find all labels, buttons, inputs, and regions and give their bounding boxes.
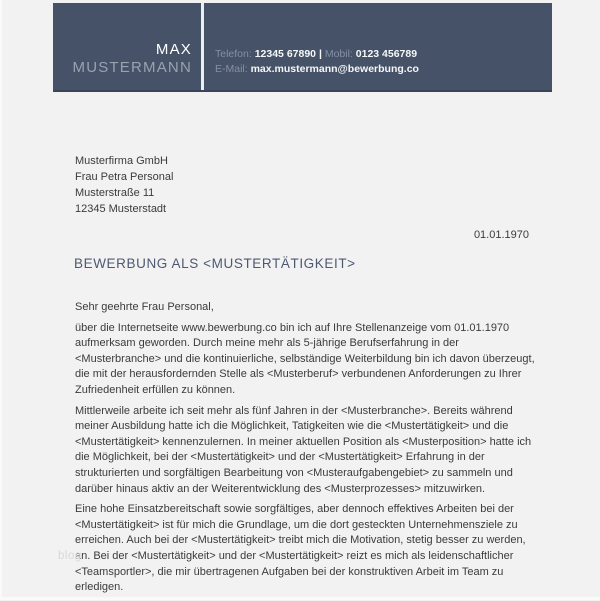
salutation: Sehr geehrte Frau Personal, <box>75 301 214 313</box>
recipient-city: 12345 Musterstadt <box>75 203 167 215</box>
recipient-address-block <box>75 153 173 217</box>
blog-watermark: blog <box>58 550 82 562</box>
contact-phone-line <box>215 47 552 62</box>
email-value: max.mustermann@bewerbung.co <box>250 63 419 75</box>
letterhead-contact-block <box>204 3 552 90</box>
letter-body <box>75 300 540 601</box>
phone-value: 12345 67890 <box>254 48 317 60</box>
letter-date: 01.01.1970 <box>473 229 529 241</box>
recipient-contact-person: Frau Petra Personal <box>75 171 174 183</box>
recipient-company: Musterfirma GmbH <box>75 155 168 167</box>
body-paragraph: über die Internetseite www.bewerbung.co bin ich auf Ihre Stellenanzeige vom 01.01.1970 aufmerksam geworden. Durch meine mehr als 5-jährige Berufserfahrung in der <Musterbranche> und die kontinuierliche, selbständige Weiterbildung bin ich davon überzeugt, die mit der herausfordernden Stelle als <Musterberuf> verbundenen Anforderungen zu Ihrer Zufriedenheit erfüllen zu können. <box>75 321 535 396</box>
contact-separator: | <box>318 48 322 60</box>
recipient-street: Musterstraße 11 <box>75 187 155 199</box>
body-paragraph: Mittlerweile arbeite ich seit mehr als fünf Jahren in der <Musterbranche>. Bereits während meiner Ausbildung hatte ich die Möglichkeit, Tatigkeiten wie die <Mustertätigkeit> und die <Mustertätigkeit> kennenzulernen. In meiner aktuellen Position als <Musterposition> hatte ich die Möglichkeit, bei der <Mustertätigkeit> und der <Mustertätigkeit> Erfahrung in der strukturierten und sorgfältigen Bearbeitung von <Musteraufgabengebiet> zu sammeln und darüber hinaus aktiv an der Weiterentwicklung des <Musterprozesses> mitzuwirken. <box>75 404 532 495</box>
phone-label: Telefon: <box>215 48 252 60</box>
subject-line: BEWERBUNG ALS <MUSTERTÄTIGKEIT> <box>74 256 356 271</box>
sender-last-name: MUSTERMANN <box>72 59 192 76</box>
mobile-value: 0123 456789 <box>355 48 418 60</box>
contact-email-line <box>215 62 552 77</box>
email-label: E-Mail: <box>215 63 248 75</box>
mobile-label: Mobil: <box>324 48 353 60</box>
letterhead-name-block <box>53 3 201 90</box>
letterhead <box>53 3 552 92</box>
sender-first-name: MAX <box>155 41 192 58</box>
body-paragraph: Eine hohe Einsatzbereitschaft sowie sorgfältiges, aber dennoch effektives Arbeiten bei der <Mustertätigkeit> ist für mich die Grundlage, um die dort gesteckten Unternehmensziele zu erreichen. Auch bei der <Mustertätigkeit> treibt mich die Motivation, stetig besser zu werden, an. Bei der <Mustertätigkeit> und der <Mustertätigkeit> reizt es mich als leidenschaftlicher <Teamsportler>, die mir übertragenen Aufgaben bei der konstruktiven Arbeit im Team zu erledigen. <box>75 503 526 594</box>
